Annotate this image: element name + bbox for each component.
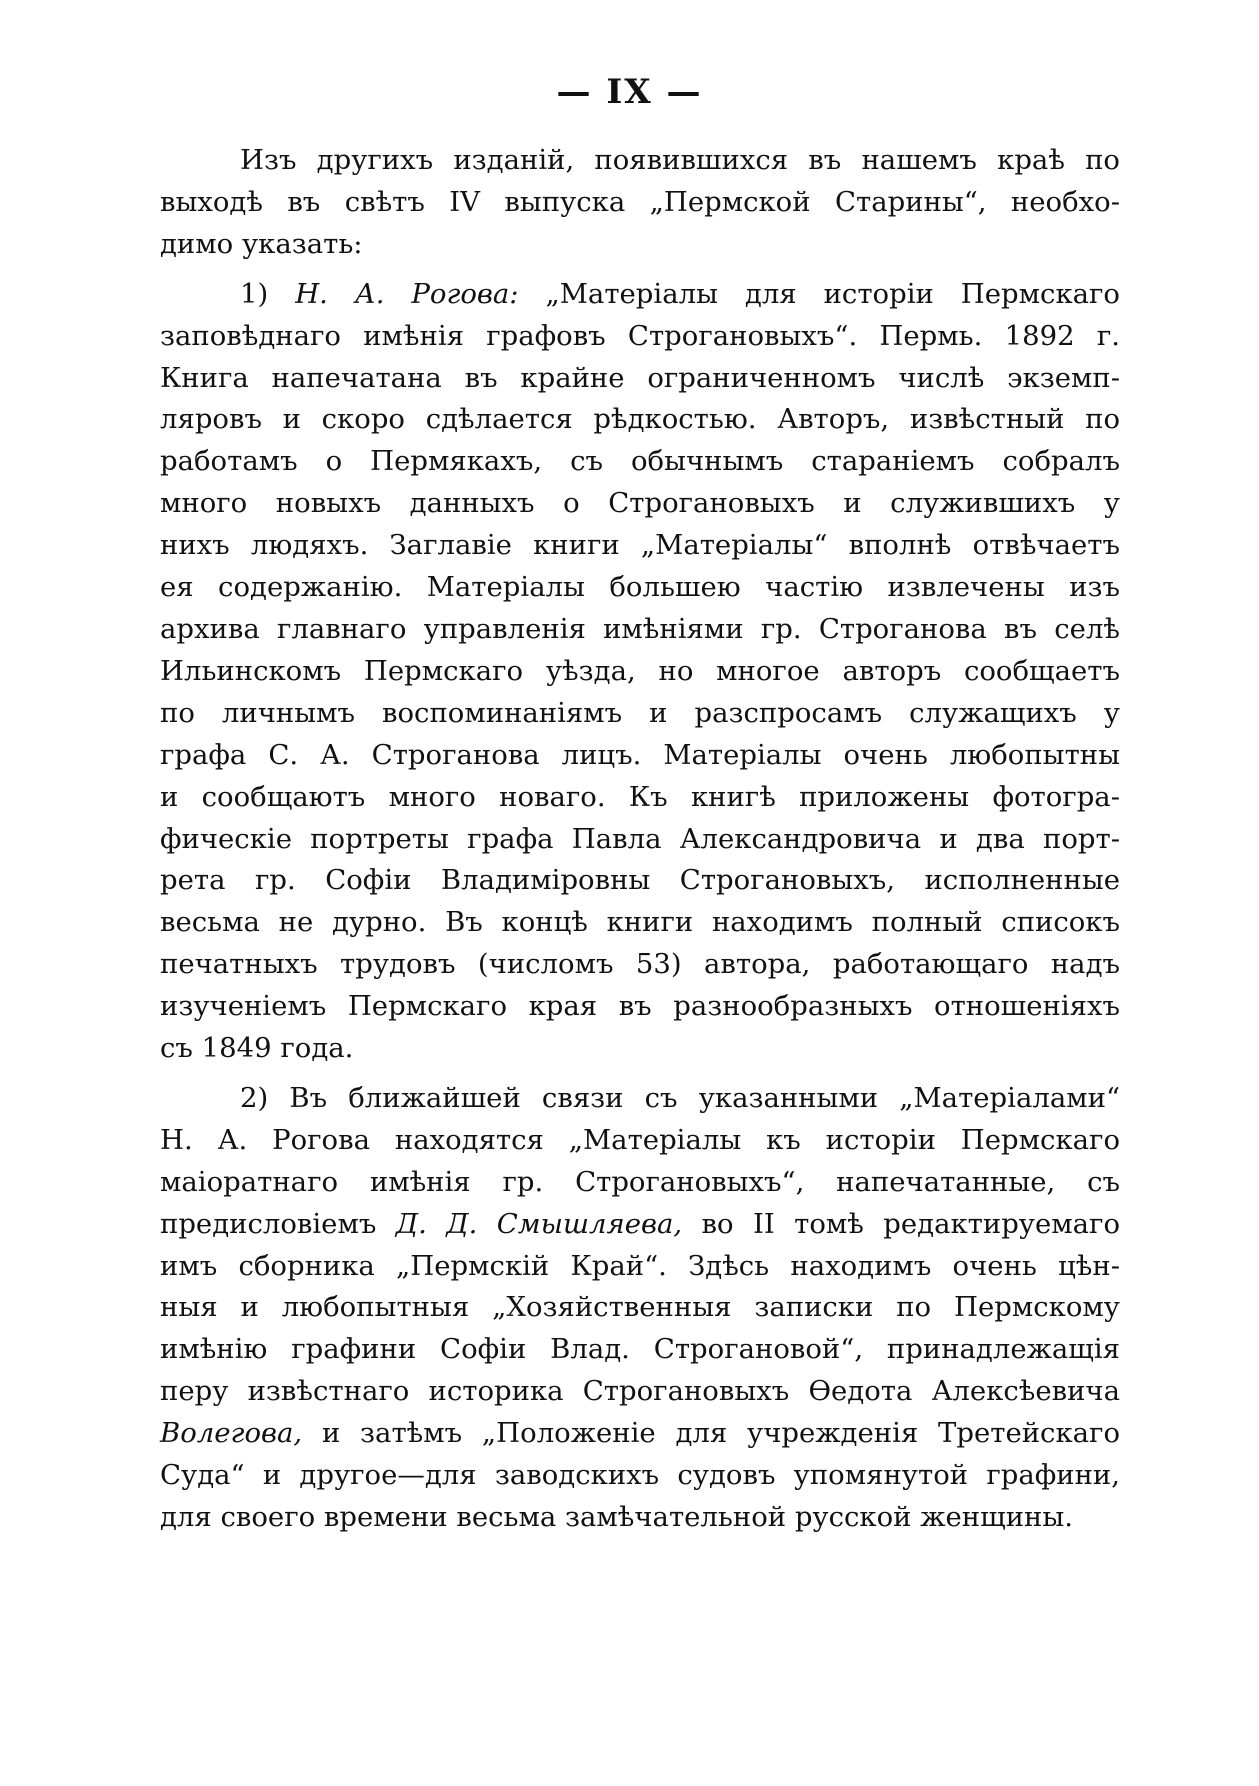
text-line: по личнымъ воспоминаніямъ и разспросамъ служащихъ у [160,696,1120,729]
text-line: имѣнію графини Софіи Влад. Строгановой“, принадлежащія [160,1333,1120,1366]
text-line: 2) Въ ближайшей связи съ указанными „Матеріалами“ [240,1081,1120,1114]
text-line: изученіемъ Пермскаго края въ разнообразныхъ отношеніяхъ [160,990,1120,1023]
text-line: маіоратнаго имѣнія гр. Строгановыхъ“, напечатанные, съ [160,1165,1120,1198]
text-line: ея содержанію. Матеріалы большею частію извлечены изъ [160,571,1120,604]
text-line: ляровъ и скоро сдѣлается рѣдкостью. Авторъ, извѣстный по [160,403,1120,436]
text-run: „Матеріалы для исторіи Пермскаго [518,277,1120,310]
text-line: выходѣ въ свѣтъ IV выпуска „Пермской Старины“, необхо- [160,185,1120,218]
page-number: — IX — [556,72,703,112]
text-line: Ильинскомъ Пермскаго уѣзда, но многое авторъ сообщаетъ [160,654,1120,687]
text-run: во II томѣ редактируемаго [682,1207,1120,1240]
text-body [160,140,1120,1539]
text-line: и сообщаютъ много новаго. Къ книгѣ приложены фотогра- [160,780,1120,813]
text-line: заповѣднаго имѣнія графовъ Строгановыхъ“. Пермь. 1892 г. [160,319,1120,352]
text-line [160,1204,1120,1246]
text-line: имъ сборника „Пермскій Край“. Здѣсь находимъ очень цѣн- [160,1249,1120,1282]
text-line: Н. А. Рогова находятся „Матеріалы къ исторіи Пермскаго [160,1123,1120,1156]
paragraph-item-1 [160,274,1120,1070]
text-line: нихъ людяхъ. Заглавіе книги „Матеріалы“ вполнѣ отвѣчаетъ [160,529,1120,562]
text-line: съ 1849 года. [160,1032,354,1065]
italic-name: Волегова, [160,1417,303,1450]
text-line: для своего времени весьма замѣчательной русской женщины. [160,1501,1073,1533]
paragraph-item-2 [160,1078,1120,1539]
text-line: графа С. А. Строганова лицъ. Матеріалы очень любопытны [160,738,1120,771]
text-line: перу извѣстнаго историка Строгановыхъ Ѳедота Алексѣевича [160,1375,1120,1408]
text-line [160,1413,1120,1455]
text-line: работамъ о Пермякахъ, съ обычнымъ стараніемъ собралъ [160,445,1120,478]
text-line: рета гр. Софіи Владиміровны Строгановыхъ, исполненные [160,864,1120,897]
text-line: весьма не дурно. Въ концѣ книги находимъ полный списокъ [160,906,1120,939]
text-line: Изъ другихъ изданій, появившихся въ нашемъ краѣ по [240,144,1120,176]
italic-name: Н. А. Рогова: [295,277,519,310]
text-line: димо указать: [160,227,363,260]
text-line: Суда“ и другое—для заводскихъ судовъ упомянутой графини, [160,1459,1120,1492]
text-line: фическіе портреты графа Павла Александровича и два порт- [160,822,1120,855]
text-line [160,274,1120,316]
text-line: печатныхъ трудовъ (числомъ 53) автора, работающаго надъ [160,948,1120,981]
text-line: Книга напечатана въ крайне ограниченномъ числѣ экземп- [160,361,1120,394]
text-run: и затѣмъ „Положеніе для учрежденія Третейскаго [302,1417,1120,1450]
text-line: ныя и любопытныя „Хозяйственныя записки по Пермскому [160,1291,1120,1324]
text-run: 1) [240,277,296,310]
text-line: архива главнаго управленія имѣніями гр. Строганова въ селѣ [160,612,1120,645]
italic-name: Д. Д. Смышляева, [395,1207,683,1240]
paragraph-intro [160,140,1120,266]
text-run: предисловіемъ [160,1207,396,1240]
text-line: много новыхъ данныхъ о Строгановыхъ и служившихъ у [160,487,1120,520]
